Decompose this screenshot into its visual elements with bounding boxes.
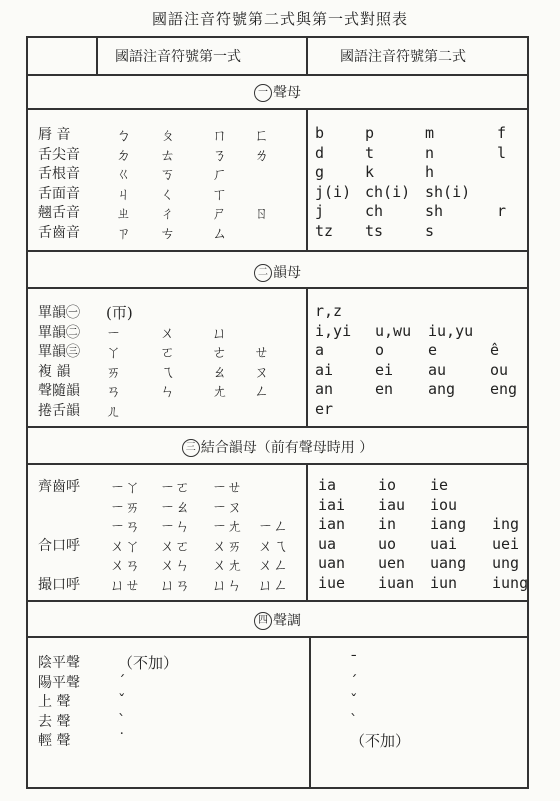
zhuyin-cell: ㄦ <box>106 401 122 420</box>
tone-label: 上 聲 <box>38 694 71 710</box>
zhuyin-cell: ㄝ <box>254 343 270 361</box>
roman-cell: h <box>425 163 435 181</box>
roman-cell: sh <box>425 202 444 220</box>
page-title: 國語注音符號第二式與第一式對照表 <box>151 10 408 28</box>
zhuyin-cell: ㄧㄣ <box>160 517 191 535</box>
roman-cell: ch(i) <box>365 182 411 201</box>
row-label: 翹舌音 <box>38 205 80 221</box>
zhuyin-cell: ㄠ <box>212 362 228 381</box>
roman-cell: o <box>375 341 385 359</box>
zhuyin-cell: ㄔ <box>160 204 176 222</box>
section-number: 一 <box>254 84 272 102</box>
row-label: 單韻㊀ <box>38 305 80 321</box>
roman-cell: j(i) <box>315 182 352 201</box>
zhuyin-cell: ㄩㄥ <box>258 575 289 594</box>
roman-cell: ua <box>318 534 337 553</box>
roman-cell: r,z <box>315 302 343 320</box>
roman-cell: n <box>425 143 435 162</box>
zhuyin-cell: ㄧㄚ <box>110 478 141 496</box>
zhuyin-cell: ㄐ <box>116 184 132 203</box>
zhuyin-cell: ㄥ <box>254 382 270 400</box>
roman-cell: io <box>378 476 397 494</box>
section-label: 韻母 <box>273 265 301 281</box>
zhuyin-cell: ㄨㄥ <box>258 556 289 574</box>
roman-cell: iu,yu <box>428 321 474 340</box>
roman-cell: en <box>375 380 394 398</box>
zhuyin-cell: ㄊ <box>160 145 176 164</box>
roman-cell: r <box>497 202 507 220</box>
row-divider <box>26 463 529 465</box>
column-divider <box>306 108 308 250</box>
roman-cell: iou <box>430 495 458 514</box>
roman-cell: ie <box>430 476 449 494</box>
roman-cell: uei <box>492 534 520 553</box>
zhuyin-cell: ㄗ <box>116 223 132 242</box>
roman-cell: ia <box>318 476 337 494</box>
tone-label: 陰平聲 <box>38 655 80 671</box>
zhuyin-cell: ㄒ <box>212 184 228 203</box>
zhuyin-cell: ㄛ <box>160 343 176 361</box>
roman-cell: ts <box>365 221 384 240</box>
zhuyin-cell: ㄨㄚ <box>110 536 141 555</box>
roman-cell: er <box>315 399 334 418</box>
tone-mark: （不加） <box>118 654 179 672</box>
row-divider <box>26 426 529 428</box>
roman-cell: ou <box>490 360 509 379</box>
zhuyin-cell: ㄕ <box>212 204 228 222</box>
roman-cell: e <box>428 341 438 359</box>
zhuyin-cell: ㄍ <box>116 165 132 183</box>
zhuyin-cell: ㄨㄣ <box>160 556 191 574</box>
roman-cell: sh(i) <box>425 182 471 201</box>
tone-mark: ˊ <box>350 671 358 690</box>
zhuyin-cell: ㄧ <box>106 323 122 342</box>
zhuyin-cell: ㄎ <box>160 165 176 183</box>
roman-cell: ung <box>492 554 520 572</box>
tone-mark: （不加） <box>350 732 411 750</box>
zhuyin-cell: ㄑ <box>160 184 176 203</box>
roman-cell: k <box>365 163 375 181</box>
column-divider <box>96 36 98 76</box>
tone-mark: ˉ <box>350 652 358 670</box>
zhuyin-cell: ㄖ <box>254 204 270 222</box>
roman-cell: uai <box>430 534 458 553</box>
zhuyin-cell: (帀) <box>106 304 133 322</box>
roman-cell: f <box>497 124 507 142</box>
roman-cell: iung <box>492 573 529 592</box>
zhuyin-cell: ㄌ <box>254 145 270 164</box>
section-label: 聲母 <box>273 85 301 101</box>
roman-cell: uan <box>318 554 346 572</box>
row-label: 撮口呼 <box>38 576 80 593</box>
roman-cell: g <box>315 163 325 181</box>
roman-cell: eng <box>490 380 518 398</box>
zhuyin-cell: ㄈ <box>254 126 270 144</box>
zhuyin-cell: ㄓ <box>116 204 132 222</box>
tone-mark: ˋ <box>118 710 126 729</box>
zhuyin-cell: ㄩㄝ <box>110 575 141 594</box>
roman-cell: uen <box>378 554 406 572</box>
zhuyin-cell: ㄘ <box>160 223 176 242</box>
zhuyin-cell: ㄨㄤ <box>212 556 243 574</box>
roman-cell: j <box>315 202 325 220</box>
zhuyin-cell: ㄨㄢ <box>110 556 141 574</box>
zhuyin-cell: ㄤ <box>212 382 228 400</box>
zhuyin-cell: ㄧㄥ <box>258 517 289 535</box>
row-divider <box>26 74 529 76</box>
row-label: 脣 音 <box>38 127 71 143</box>
zhuyin-cell: ㄏ <box>212 165 228 183</box>
row-label: 舌尖音 <box>38 146 80 163</box>
tone-label: 陽平聲 <box>38 674 80 691</box>
roman-cell: b <box>315 124 325 142</box>
roman-cell: ing <box>492 515 520 533</box>
row-label: 捲舌韻 <box>38 402 80 419</box>
roman-cell: iang <box>430 515 467 533</box>
roman-cell: iuan <box>378 573 415 592</box>
roman-cell: t <box>365 143 375 162</box>
zhuyin-cell: ㄨ <box>160 323 176 342</box>
zhuyin-cell: ㄧㄡ <box>212 497 243 516</box>
roman-cell: a <box>315 341 325 359</box>
row-label: 舌面音 <box>38 185 80 202</box>
row-label: 單韻㊂ <box>38 344 80 360</box>
roman-cell: ch <box>365 202 384 220</box>
tone-mark: ˇ <box>350 691 358 709</box>
tone-label: 輕 聲 <box>38 733 71 749</box>
roman-cell: ian <box>318 515 346 533</box>
zhuyin-cell: ㄩㄣ <box>212 575 243 594</box>
roman-cell: iau <box>378 495 406 514</box>
zhuyin-cell: ㄢ <box>106 382 122 400</box>
zhuyin-cell: ㄡ <box>254 362 270 381</box>
zhuyin-cell: ㄩ <box>212 323 228 342</box>
roman-cell: d <box>315 143 325 162</box>
row-label: 舌齒音 <box>38 224 80 241</box>
roman-cell: iun <box>430 573 458 592</box>
zhuyin-cell: ㄇ <box>212 126 228 144</box>
row-label: 單韻㊁ <box>38 324 80 341</box>
roman-cell: ai <box>315 360 334 379</box>
roman-cell: ang <box>428 380 456 398</box>
row-label: 聲隨韻 <box>38 383 80 399</box>
roman-cell: au <box>428 360 447 379</box>
section-number: 三 <box>182 439 200 457</box>
section-title <box>28 610 527 630</box>
roman-cell: u,wu <box>375 321 412 340</box>
column-divider <box>309 636 311 789</box>
row-divider <box>26 250 529 252</box>
zhuyin-cell: ㄩㄢ <box>160 575 191 594</box>
tone-mark: ˇ <box>118 691 126 709</box>
section-title <box>28 437 527 457</box>
roman-cell: tz <box>315 221 334 240</box>
roman-cell: in <box>378 515 397 533</box>
zhuyin-cell: ㄚ <box>106 343 122 361</box>
roman-cell: l <box>497 143 507 162</box>
roman-cell: m <box>425 124 435 142</box>
zhuyin-cell: ㄞ <box>106 362 122 381</box>
roman-cell: i,yi <box>315 321 352 340</box>
column-divider <box>306 287 308 426</box>
zhuyin-cell: ㄧㄤ <box>212 517 243 535</box>
roman-cell: s <box>425 221 435 240</box>
row-divider <box>26 108 529 110</box>
roman-cell: uo <box>378 534 397 553</box>
roman-cell: iue <box>318 573 346 592</box>
roman-cell: p <box>365 124 375 142</box>
zhuyin-cell: ㄧㄛ <box>160 478 191 496</box>
tone-mark: ˊ <box>118 671 126 690</box>
tone-label: 去 聲 <box>38 713 71 730</box>
zhuyin-cell: ㄅ <box>116 126 132 144</box>
zhuyin-cell: ㄧㄢ <box>110 517 141 535</box>
zhuyin-cell: ㄧㄞ <box>110 497 141 516</box>
zhuyin-cell: ㄜ <box>212 343 228 361</box>
header-second-scheme: 國語注音符號第二式 <box>340 49 466 65</box>
row-label: 複 韻 <box>38 363 71 380</box>
zhuyin-cell: ㄉ <box>116 145 132 164</box>
roman-cell: ê <box>490 341 500 359</box>
section-number: 二 <box>254 264 272 282</box>
roman-cell: uang <box>430 554 467 572</box>
zhuyin-cell: ㄆ <box>160 126 176 144</box>
table-frame <box>26 36 529 789</box>
row-label: 舌根音 <box>38 166 80 182</box>
roman-cell: iai <box>318 495 346 514</box>
zhuyin-cell: ㄨㄟ <box>258 536 289 555</box>
row-divider <box>26 600 529 602</box>
row-label: 合口呼 <box>38 537 80 554</box>
section-label: 聲調 <box>273 613 301 629</box>
tone-mark: ˋ <box>350 710 358 729</box>
zhuyin-cell: ㄋ <box>212 145 228 164</box>
tone-mark: ˙ <box>118 730 126 748</box>
zhuyin-cell: ㄣ <box>160 382 176 400</box>
zhuyin-cell: ㄧㄠ <box>160 497 191 516</box>
row-label: 齊齒呼 <box>38 479 80 495</box>
zhuyin-cell: ㄙ <box>212 223 228 242</box>
zhuyin-cell: ㄨㄛ <box>160 536 191 555</box>
row-divider <box>26 636 529 638</box>
header-first-scheme: 國語注音符號第一式 <box>115 49 241 65</box>
section-label: 結合韻母（前有聲母時用 ） <box>200 440 374 456</box>
column-divider <box>306 463 308 600</box>
row-divider <box>26 287 529 289</box>
section-title <box>28 82 527 102</box>
zhuyin-cell: ㄧㄝ <box>212 478 243 496</box>
zhuyin-cell: ㄨㄞ <box>212 536 243 555</box>
section-title <box>28 262 527 282</box>
section-number: 四 <box>254 612 272 630</box>
zhuyin-cell: ㄟ <box>160 362 176 381</box>
roman-cell: an <box>315 380 334 398</box>
roman-cell: ei <box>375 360 394 379</box>
column-divider <box>306 36 308 76</box>
